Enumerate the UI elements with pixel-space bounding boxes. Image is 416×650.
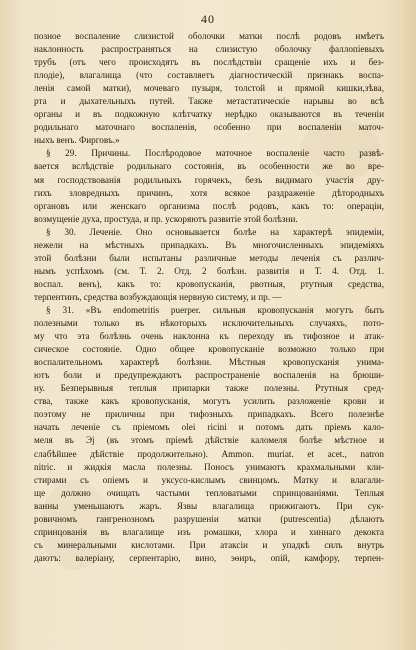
text-line: плодіе), влагалища (что составляетъ діагностическій признакъ воспа-	[34, 70, 384, 81]
text-line: поэтому не приличны при тифозныхъ припадкахъ. Всего полезнѣе	[34, 409, 384, 420]
text-line: ще должно очищать частыми тепловатыми спринцованіями. Теплыя	[34, 487, 384, 498]
text-line: возмущеніе духа, простуда, и пр. ускоряютъ развитіе этой болѣзни.	[34, 213, 298, 224]
text-line: § 30. Леченіе. Оно основывается болѣе на характерѣ эпидеміи,	[46, 226, 384, 237]
text-line: ленія самой матки), мочеваго пузыря, толстой и прямой кишки,зѣва,	[34, 83, 384, 94]
text-line: nitric. и жидкія масла полезны. Поносъ унимаютъ крахмальными кли-	[34, 461, 384, 472]
text-line: слабѣйшее дѣйствіе продолжительно). Ammon. muriat. et acet., natron	[34, 448, 384, 459]
text-line: меля въ Эj (въ этомъ пріемѣ дѣйствіе каломеля болѣе мѣстное и	[34, 435, 384, 446]
text-line: § 29. Причины. Послѣродовое маточное воспаленіе часто развѣ-	[46, 148, 384, 159]
body-text	[34, 30, 384, 565]
page-number: 40	[201, 12, 215, 26]
text-line: ютъ боли и предупреждаютъ распространеніе воспаленія на брюши-	[34, 370, 384, 381]
text-line: нежели на мѣстныхъ припадкахъ. Въ многочисленныхъ эпидеміяхъ	[34, 239, 384, 250]
text-line: даютъ: валеріану, серпентарію, вино, эѳиръ, опій, камфору, терпен-	[34, 552, 384, 563]
text-line: воспал. венъ), какъ то: кровопусканія, рвотныя, ртутныя средства,	[34, 278, 384, 289]
text-line: ныхъ венъ. Фирговъ.»	[34, 135, 120, 146]
text-line: спринцованія въ влагалище изъ ромашки, хлора и хиннаго декокта	[34, 526, 384, 537]
text-line: § 31. «Въ endometritis puerper. сильныя кровопусканія могутъ быть	[46, 304, 384, 315]
text-line: начать леченіе съ пріемомъ olei ricini и потомъ дать пріемъ кало-	[34, 422, 384, 433]
text-line: рта и дыхательныхъ путей. Также метастатическіе нарывы во всѣ	[34, 96, 384, 107]
text-line: мя господствованія родильныхъ горячекъ, безъ видимаго участія дру-	[34, 174, 384, 185]
text-line: трубъ (отъ чего происходятъ въ послѣдствіи сращеніе ихъ и без-	[34, 57, 384, 68]
text-line: полезными только въ нѣкоторыхъ исключительныхъ случаяхъ, пото-	[34, 318, 384, 329]
text-line: органы и въ подкожную клѣтчатку нерѣдко оказываются въ теченіи	[34, 109, 384, 120]
text-line: вается вслѣдствіе родильнаго состоянія, въ особенности же во вре-	[34, 161, 384, 172]
text-line: органовъ или женскаго организма послѣ родовъ, какъ то: операціи,	[34, 200, 384, 211]
text-line: родильнаго маточнаго воспаленія, особенно при воспаленіи маточ-	[34, 122, 384, 133]
text-line: позное воспаление слизистой оболочки матки послѣ родовъ имѣетъ	[34, 31, 384, 41]
text-line: ну. Безперывныя теплыя припарки также полезны. Ртутныя сред-	[34, 383, 384, 394]
text-line: му что эта болѣзнь очень наклонна къ переходу въ тифозное и атак-	[34, 331, 384, 342]
text-line: нымъ успѣхомъ (см. Т. 2. Отд. 2 болѣзн. развитія и Т. 4. Отд. 1.	[34, 265, 384, 276]
text-line: наклонность распространяться на слизистую оболочку фаллопіевыхъ	[34, 44, 384, 55]
text-line: сическое состояніе. Одно общее кровопусканіе возможно только при	[34, 344, 384, 355]
text-line: этой болѣзни были испытаны различные методы леченія съ различ-	[34, 252, 384, 263]
text-line: съ минеральными кислотами. При атаксіи и упадкѣ силъ внутрь	[34, 539, 384, 550]
text-line: воспалительномъ характерѣ болѣзни. Мѣстныя кровопусканія унима-	[34, 357, 384, 368]
text-line: терпентинъ, средства возбуждающія нервную систему, и пр. —	[34, 291, 282, 302]
text-line: ровичномъ гангренозномъ разрушеніи матки (putrescentia) дѣлаютъ	[34, 513, 384, 524]
text-line: гихъ зловредныхъ причинъ, хотя всякое раздраженіе дѣтородныхъ	[34, 187, 384, 198]
text-line: ства, также какъ кровопусканія, могутъ усилить разложеніе крови и	[34, 396, 384, 407]
text-line: стирами съ опіемъ и уксусо-кислымъ свинцомъ. Матку и влагали-	[34, 474, 384, 485]
text-line: ванны уменьшаютъ жаръ. Язвы влагалища прижигаютъ. При сук-	[34, 500, 384, 511]
